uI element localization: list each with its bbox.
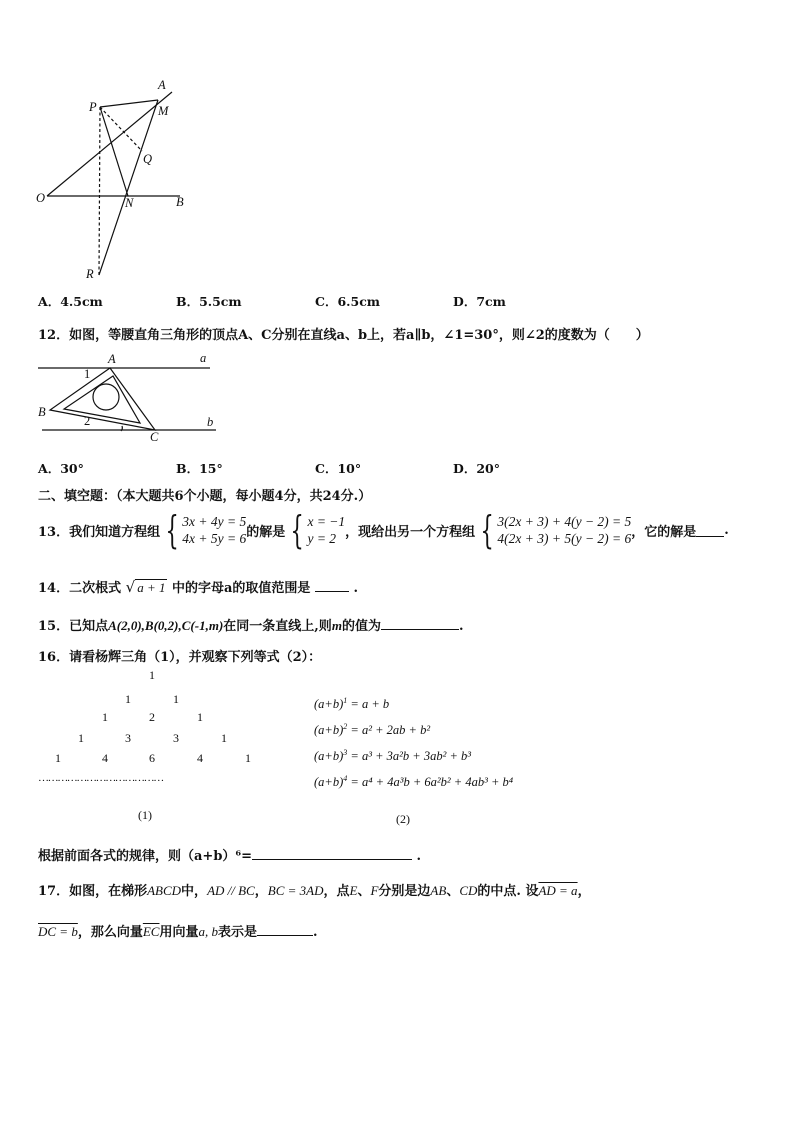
figure-q11 [30,75,200,285]
q17-cond2: BC = 3AD [267,883,324,898]
triangle-cell: 3 [173,731,179,745]
q17-end: . [313,925,318,940]
expansion-row [314,722,430,738]
q13-prefix: 13．我们知道方程组 [38,524,161,540]
q11-option-a[interactable]: A．4.5cm [38,294,103,309]
q15-prefix: 15．已知点 [38,619,109,634]
q17-comma: ，点 [323,884,350,899]
expansion-row [314,774,513,790]
q12-text: 12．如图，等腰直角三角形的顶点A、C分别在直线a、b上，若a∥b，∠1=30°，则∠2的度数为（ ） [38,328,649,343]
q16-answer-blank[interactable] [252,847,412,860]
q16-text: 16．请看杨辉三角（1），并观察下列等式（2）： [38,650,322,665]
q17-line1 [38,880,591,899]
expansion-row [314,696,389,712]
brace-icon: { [290,508,305,552]
q15-suffix: 的值为 [341,619,381,634]
expansion-lhs: (a+b) [314,775,344,790]
q13-suffix: ，它的解是 [631,524,697,540]
q17-sep: 、 [357,884,371,899]
q11-option-b[interactable]: B．5.5cm [176,294,242,309]
fig12-label-line-a: a [200,351,207,365]
fig11-label-o: O [36,191,46,205]
sqrt-icon: √ [125,578,136,596]
fig11-label-m: M [158,104,169,118]
triangle-inner [64,376,140,423]
fig11-label-b: B [176,195,184,209]
fig12-label-c: C [150,430,159,444]
segment-mr [99,100,158,275]
expansion-power: 4 [343,774,348,783]
q15 [38,615,463,634]
q17-side-ab: AB [430,883,447,898]
q17-mid: 中， [181,884,208,899]
section-heading-fill-in: 二、填空题：（本大题共6个小题，每小题4分，共24分.） [38,489,372,504]
q16-conclusion [38,845,421,864]
q17-line2-mid2: 用向量 [159,925,199,940]
triangle-cell: 3 [125,731,131,745]
q13-sys1-eq1: 3x + 4y = 5 [182,514,247,529]
triangle-cell: 2 [149,710,155,724]
q17-prefix: 17．如图，在梯形 [38,884,148,899]
q17-answer-blank[interactable] [257,923,313,936]
expansion-rhs: = a² + 2ab + b² [350,723,431,738]
q11-option-d[interactable]: D．7cm [453,294,506,309]
q15-end: . [458,619,464,634]
q12-option-a[interactable]: A．30° [38,461,84,476]
q13-system-2 [475,508,632,552]
q13-system-1 [160,508,247,552]
segment-pm [100,100,158,107]
triangle-dots: ………………………………… [38,772,163,784]
q13-sol-x: x = −1 [307,514,346,529]
expansion-rhs: = a + b [350,697,390,712]
q14-suffix: 中的字母a的取值范围是 [172,581,311,596]
q17-vector-dc: DC = b [38,924,78,939]
q13-solution [285,508,346,552]
triangle-cell: 1 [125,692,131,706]
expansion-power: 2 [343,722,348,731]
q17-vector-ad: AD = a [538,883,578,898]
fig11-label-r: R [86,267,94,281]
expansion-lhs: (a+b) [314,697,344,712]
q14-prefix: 14．二次根式 [38,581,122,596]
q17-line2-end: 表示是 [218,925,258,940]
q14-answer-blank[interactable] [315,579,349,592]
fig11-label-n: N [125,196,134,210]
ray-oa [47,92,172,196]
triangle-cell: 1 [102,710,108,724]
q13-sys2-eq2: 4(2x + 3) + 5(y − 2) = 6 [497,531,632,546]
figure-caption-1: (1) [138,808,152,822]
q17-point-e: E [349,883,358,898]
fig11-label-a: A [158,78,166,92]
fig12-label-a: A [108,352,116,366]
q14 [38,577,358,596]
q17-vector-ec: $\overline{EC}$ [142,924,160,939]
triangle-cell: 1 [245,751,251,765]
q17-comma: ， [577,884,591,899]
expansion-power: 3 [343,748,348,757]
fig12-label-2: 2 [84,414,91,428]
triangle-cell: 4 [197,751,203,765]
segment-pn [100,107,128,196]
expansion-row [314,748,471,764]
q15-var: m [331,618,342,633]
brace-icon: { [480,508,494,552]
q16-end: . [416,849,422,864]
q17-cond1: AD // BC [207,883,255,898]
fig11-label-q: Q [143,152,153,166]
q17-comma: ， [254,884,268,899]
fig12-label-line-b: b [207,415,214,429]
q17-mid3: 的中点. 设 [477,884,539,899]
brace-icon: { [165,508,179,552]
fig12-label-1: 1 [84,367,91,381]
q13-sys1-eq2: 4x + 5y = 6 [182,531,247,546]
q15-middle: 在同一条直线上,则 [223,619,332,634]
q12-option-b[interactable]: B．15° [176,461,223,476]
q17-trapezoid: ABCD [147,883,182,898]
q15-answer-blank[interactable] [381,617,459,630]
q15-points: A(2,0),B(0,2),C(-1,m) [108,618,224,633]
expansion-lhs: (a+b) [314,723,344,738]
triangle-cell: 6 [149,751,155,765]
triangle-hole-circle [93,384,119,410]
triangle-cell: 1 [149,668,155,682]
expansion-lhs: (a+b) [314,749,344,764]
q13-end: . [724,522,729,538]
q17-line2-mid: ，那么向量 [77,925,143,940]
q17-mid2: 分别是边 [378,884,431,899]
fig12-label-b: B [38,405,46,419]
figure-caption-2: (2) [396,812,410,826]
q17-point-f: F [370,883,379,898]
q13-mid1: 的解是 [246,524,286,540]
triangle-cell: 4 [102,751,108,765]
q17-sep2: 、 [446,884,460,899]
q12-option-c[interactable]: C．10° [315,461,362,476]
triangle-cell: 1 [173,692,179,706]
segment-pr-dashed [99,107,100,275]
q14-end: . [353,581,359,596]
triangle-cell: 1 [221,731,227,745]
triangle-cell: 1 [78,731,84,745]
q17-side-cd: CD [459,883,478,898]
expansion-power: 1 [343,696,348,705]
q17-vectors-ab: a, b [198,924,218,939]
q13-answer-blank[interactable] [696,524,724,537]
q14-radicand: a + 1 [137,580,166,595]
q13-sol-y: y = 2 [307,531,337,546]
expansion-rhs: = a⁴ + 4a³b + 6a²b² + 4ab³ + b⁴ [350,775,514,790]
triangle-cell: 1 [197,710,203,724]
angle-mark-2 [121,426,122,431]
q17-line2 [38,921,318,940]
q11-option-c[interactable]: C．6.5cm [315,294,381,309]
q12-option-d[interactable]: D．20° [453,461,500,476]
q13 [38,508,729,552]
q13-mid2: ，现给出另一个方程组 [345,524,476,540]
fig11-label-p: P [89,100,97,114]
q13-sys2-eq1: 3(2x + 3) + 4(y − 2) = 5 [497,514,632,529]
triangle-cell: 1 [55,751,61,765]
q16-conclusion-text: 根据前面各式的规律，则（a+b）⁶= [38,849,252,864]
expansion-rhs: = a³ + 3a²b + 3ab² + b³ [350,749,471,764]
